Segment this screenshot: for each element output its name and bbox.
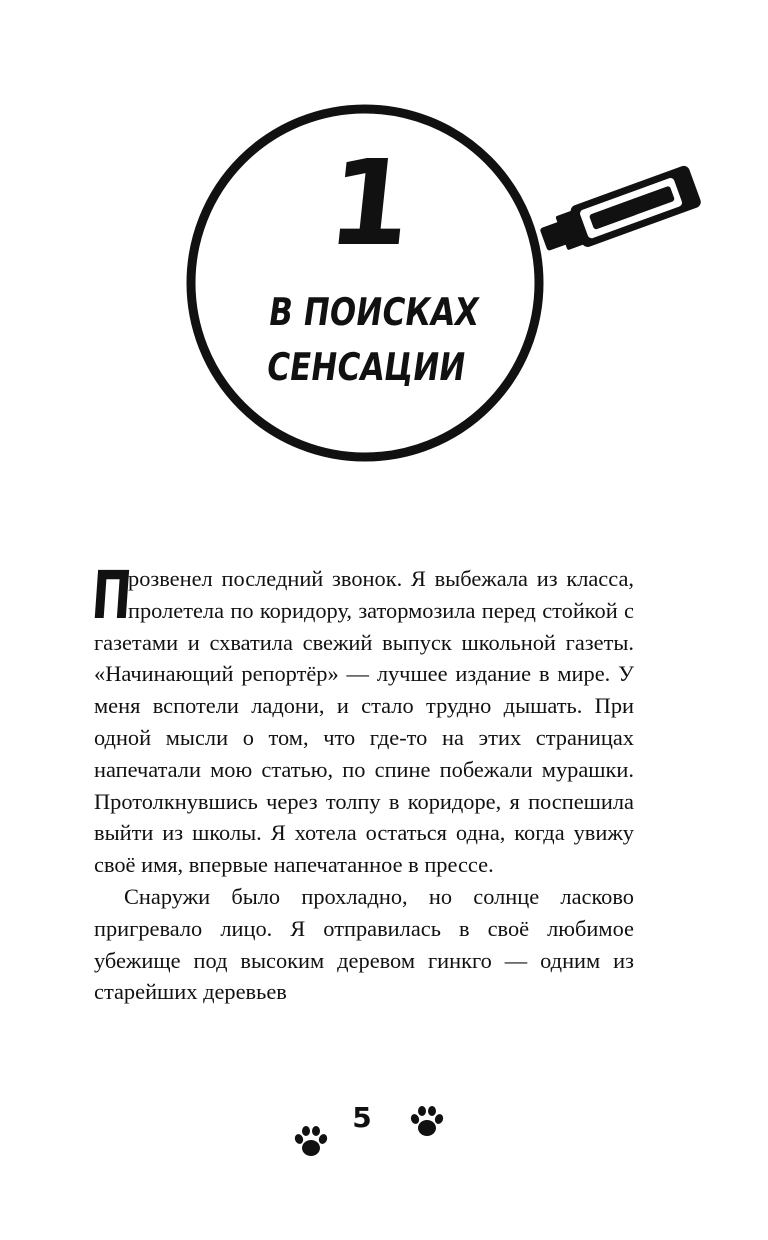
chapter-number: 1 [321, 134, 419, 272]
body-text [89, 557, 634, 1008]
paw-print-icon [408, 1104, 446, 1140]
page-footer [0, 1098, 768, 1168]
chapter-title [239, 285, 500, 395]
page-number: 5 [352, 1101, 372, 1134]
paw-print-icon [292, 1124, 330, 1160]
paragraph-2: Снаружи было прохладно, но солнце ласково пригревало лицо. Я отправилась в своё любимое убежище под высоким деревом гинкго — одним из старейших деревьев [94, 883, 634, 1005]
drop-cap: П [89, 557, 135, 634]
chapter-emblem [180, 100, 720, 470]
paragraph-1-text: розвенел последний звонок. Я выбежала из класса, пролетела по коридору, затормозила перед стойкой с газетами и схватила свежий выпуск школьной газеты. «Начинающий репортёр» — лучшее издание в мире. У меня вспотели ладони, и стало трудно дышать. При одной мысли о том, что где-то на этих страницах напечатали мою статью, по спине побежали мурашки. Протолкнувшись через толпу в коридоре, я поспешила выйти из школы. Я хотела остаться одна, когда увижу своё имя, впервые напечатанное в прессе. [94, 566, 634, 878]
chapter-title-line-1: В ПОИСКАХ [265, 290, 482, 334]
chapter-title-line-2: СЕНСАЦИИ [263, 345, 469, 389]
paragraph-1 [89, 557, 634, 881]
